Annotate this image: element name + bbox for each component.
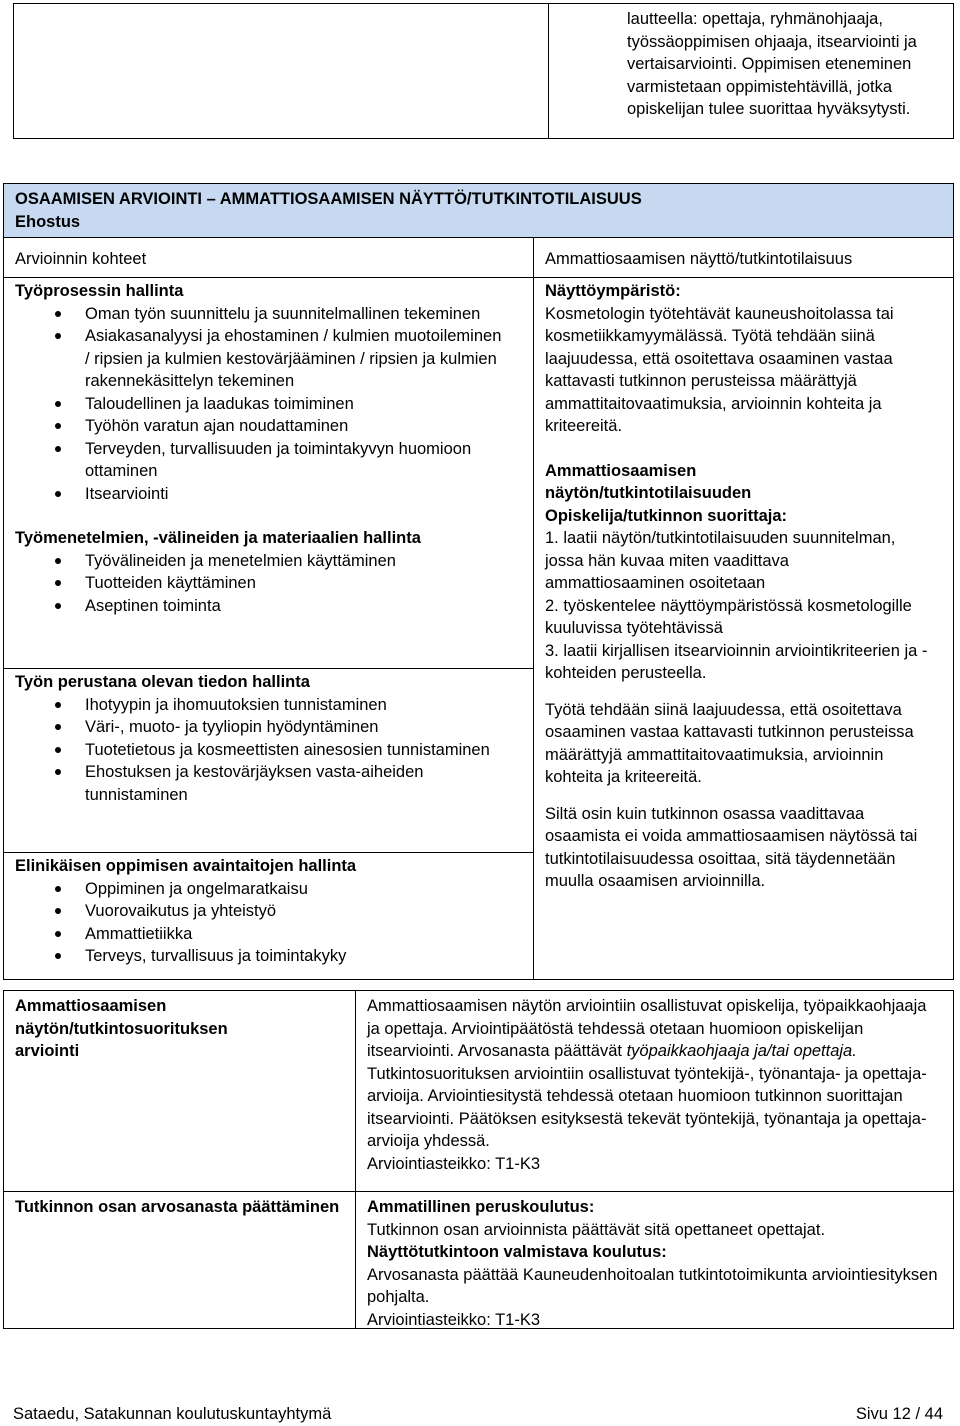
list-item: Työhön varatun ajan noudattaminen bbox=[15, 415, 523, 438]
assessment-label: Ammattiosaamisen näytön/tutkintosuorituksen arviointi bbox=[15, 997, 228, 1060]
top-right-text: lautteella: opettaja, ryhmänohjaaja, työssäoppimisen ohjaaja, itsearviointi ja vertaisarviointi. Oppimisen eteneminen varmistetaan oppimistehtävillä, jotka opiskelijan tulee suorittaa hyväksytysti. bbox=[627, 10, 917, 118]
footer-page-number: Sivu 12 / 44 bbox=[855, 1405, 943, 1423]
footer-org: Sataedu, Satakunnan koulutuskuntayhtymä bbox=[13, 1405, 332, 1423]
list-item: Terveys, turvallisuus ja toimintakyky bbox=[15, 945, 523, 968]
section-heading: Työmenetelmien, -välineiden ja materiaalien hallinta bbox=[15, 529, 421, 547]
execution-heading: Ammattiosaamisen näytön/tutkintotilaisuuden bbox=[545, 461, 752, 502]
section-tyoprosessi bbox=[3, 277, 534, 669]
list-item: Oppiminen ja ongelmaratkaisu bbox=[15, 878, 523, 901]
right-column bbox=[533, 277, 954, 980]
list-item: Työvälineiden ja menetelmien käyttäminen bbox=[15, 550, 523, 573]
assessment-label-cell bbox=[3, 990, 356, 1192]
col-header-right-label: Ammattiosaamisen näyttö/tutkintotilaisuus bbox=[545, 250, 853, 268]
step-1: 1. laatii näytön/tutkintotilaisuuden suunnitelman, jossa hän kuvaa miten vaadittava ammattiosaaminen osoitetaan bbox=[545, 529, 896, 592]
list-item: Tuotteiden käyttäminen bbox=[15, 572, 523, 595]
list-item: Oman työn suunnittelu ja suunnitelmallinen tekeminen bbox=[15, 303, 523, 326]
section-tieto bbox=[3, 668, 534, 853]
grade-scale: Arviointiasteikko: T1-K3 bbox=[367, 1310, 541, 1329]
grade-text-cell bbox=[355, 1191, 954, 1329]
top-right-cell bbox=[548, 3, 954, 139]
section-heading: Elinikäisen oppimisen avaintaitojen hallinta bbox=[15, 857, 357, 875]
assessment-text-1 bbox=[367, 995, 943, 1063]
step-3: 3. laatii kirjallisen itsearvioinnin arviointikriteerien ja -kohteiden perusteella. bbox=[545, 641, 928, 682]
main-header bbox=[3, 183, 954, 238]
list-item: Itsearviointi bbox=[15, 483, 523, 506]
list-item: Vuorovaikutus ja yhteistyö bbox=[15, 900, 523, 923]
step-2: 2. työskentelee näyttöympäristössä kosmetologille kuuluvissa työtehtävissä bbox=[545, 596, 912, 637]
assessment-scale: Arviointiasteikko: T1-K3 bbox=[367, 1154, 541, 1173]
top-left-cell bbox=[13, 3, 549, 139]
page-title: OSAAMISEN ARVIOINTI – AMMATTIOSAAMISEN NÄYTTÖ/TUTKINTOTILAISUUS bbox=[15, 190, 642, 208]
assessment-text-cell bbox=[355, 990, 954, 1192]
list-item: Ihotyypin ja ihomuutoksien tunnistaminen bbox=[15, 694, 503, 717]
list-item: Asiakasanalyysi ja ehostaminen / kulmien muotoileminen / ripsien ja kulmien kestovärjääminen / ripsien ja kulmien rakennekäsittelyn tekeminen bbox=[15, 325, 523, 393]
grade-label-cell bbox=[3, 1191, 356, 1329]
grade-label: Tutkinnon osan arvosanasta päättäminen bbox=[15, 1198, 340, 1216]
section-list bbox=[15, 303, 523, 506]
environment-heading: Näyttöympäristö: bbox=[545, 282, 681, 300]
section-heading: Työn perustana olevan tiedon hallinta bbox=[15, 673, 310, 691]
section-heading: Työprosessin hallinta bbox=[15, 282, 184, 300]
grade-heading-1: Ammatillinen peruskoulutus: bbox=[367, 1198, 595, 1216]
environment-text: Kosmetologin työtehtävät kauneushoitolassa tai kosmetiikkamyymälässä. Työtä tehdään siinä laajuudessa, että osoitettava osaaminen vastaa kattavasti tutkinnon perusteissa määrättyjä ammattitaitovaatimuksia, arvioinnin kohteita ja kriteereitä. bbox=[545, 304, 894, 435]
list-item: Ammattietiikka bbox=[15, 923, 523, 946]
section-list bbox=[15, 878, 523, 968]
list-item: Tuotetietous ja kosmeettisten ainesosien tunnistaminen bbox=[15, 739, 503, 762]
paragraph-1: Työtä tehdään siinä laajuudessa, että osoitettava osaaminen vastaa kattavasti tutkinnon perusteissa määrättyjä ammattitaitovaatimuksia, arvioinnin kohteita ja kriteereitä. bbox=[545, 700, 914, 786]
col-header-left bbox=[3, 237, 534, 278]
section-list bbox=[15, 694, 503, 807]
list-item: Ehostuksen ja kestovärjäyksen vasta-aiheiden tunnistaminen bbox=[15, 761, 503, 806]
assessment-text-1-main: Ammattiosaamisen näytön arviointiin osallistuvat opiskelija, työpaikkaohjaaja ja opettaja. Arviointipäätöstä tehdessä otetaan huomioon opiskelijan itsearviointi. Arvosanasta päättävät bbox=[367, 997, 927, 1060]
col-header-left-label: Arvioinnin kohteet bbox=[15, 250, 147, 268]
col-header-right bbox=[533, 237, 954, 278]
grade-heading-2: Näyttötutkintoon valmistava koulutus: bbox=[367, 1243, 667, 1261]
grade-text-2: Arvosanasta päättää Kauneudenhoitoalan tutkintotoimikunta arviointiesityksen pohjalta. bbox=[367, 1265, 938, 1306]
list-item: Väri-, muoto- ja tyyliopin hyödyntäminen bbox=[15, 716, 503, 739]
execution-subheading: Opiskelija/tutkinnon suorittaja: bbox=[545, 506, 788, 525]
list-item: Terveyden, turvallisuuden ja toimintakyvyn huomioon ottaminen bbox=[15, 438, 523, 483]
section-list bbox=[15, 550, 523, 618]
paragraph-2: Siltä osin kuin tutkinnon osassa vaadittavaa osaamista ei voida ammattiosaamisen näytössä tai tutkintotilaisuudessa osoittaa, sitä täydennetään muulla osaamisen arvioinnilla. bbox=[545, 804, 918, 890]
list-item: Aseptinen toiminta bbox=[15, 595, 523, 618]
list-item: Taloudellinen ja laadukas toimiminen bbox=[15, 393, 523, 416]
grade-text-1: Tutkinnon osan arvioinnista päättävät sitä opettaneet opettajat. bbox=[367, 1220, 826, 1239]
assessment-text-2: Tutkintosuorituksen arviointiin osallistuvat työntekijä-, työnantaja- ja opettaja-arvioija. Arviointiesitystä tehdessä otetaan huomioon tutkinnon suorittajan itsearviointi. Päätöksen esityksestä tekevät työntekijä, työnantaja ja opettaja-arvioija yhdessä. bbox=[367, 1064, 927, 1150]
section-elinikainen bbox=[3, 852, 534, 980]
assessment-text-1-italic: työpaikkaohjaaja ja/tai opettaja. bbox=[626, 1042, 857, 1060]
page-subtitle: Ehostus bbox=[15, 212, 81, 231]
